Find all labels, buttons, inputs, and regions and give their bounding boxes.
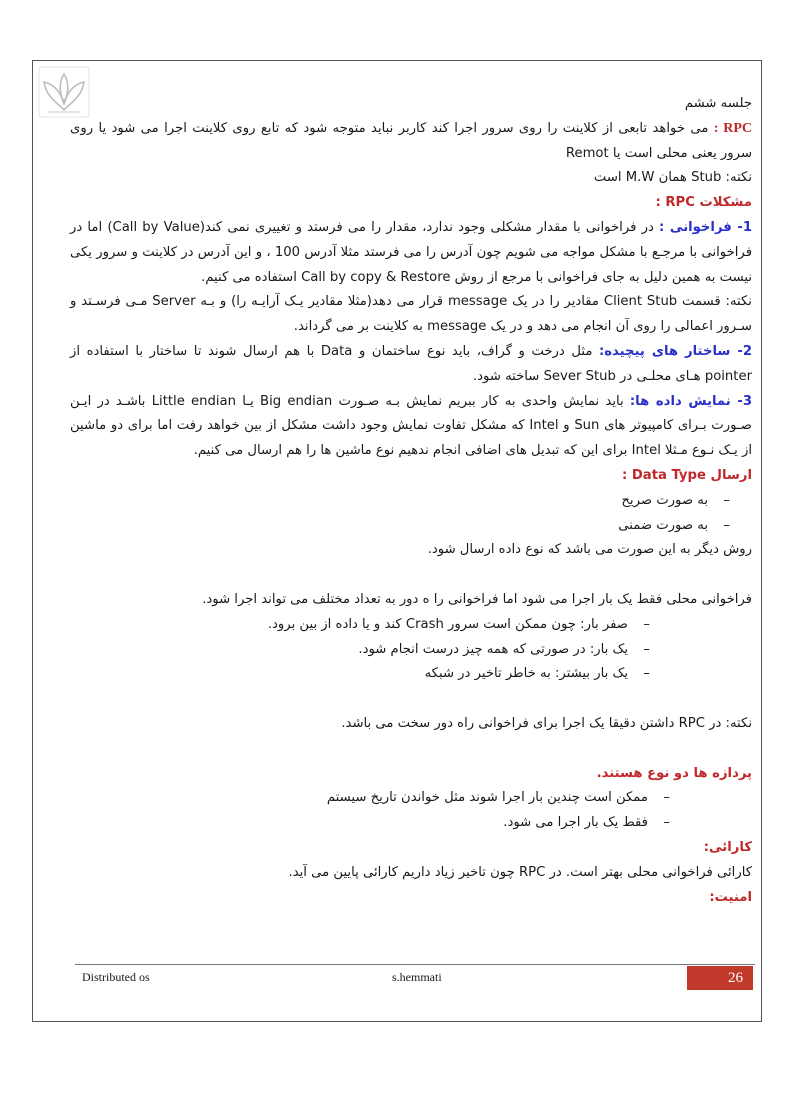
item-3-label: 3- نمایش داده ها: [629,393,752,409]
note-client-stub: نکته: قسمت Client Stub مقادیر را در یک message قرار می دهد(مثلا مقادیر یـک آرایـه را) و بـه Server مـی فرسـتد و سـرور اعمالی را روی آن انجام می دهد و در یک message به کلاینت بر می گرداند. [70,294,752,335]
list-item: – فقط یک بار اجرا می شود. [70,811,692,836]
list-item: – صفر بار: چون ممکن است سرور Crash کند و یا داده از بین برود. [70,613,672,638]
list-item: – به صورت ضمنی [70,514,752,539]
local-list [70,613,752,687]
item-1 [70,216,752,290]
process-title: پردازه ها دو نوع هستند. [596,765,752,781]
item-2-text: مثل درخت و گراف، باید نوع ساختمان و Data با هم ارسال شوند تا ساختار با استفاده از pointer هـای محلـی در Sever Stub ساخته شود. [70,343,752,384]
list-item: – ممکن است چندین بار اجرا شوند مثل خواندن تاریخ سیستم [70,786,692,811]
footer-divider [75,964,755,965]
footer-course: Distributed os [82,970,150,984]
page-content [70,92,752,910]
rpc-text: می خواهد تابعی از کلاینت را روی سرور اجرا کند کاربر نباید متوجه شود که تابع روی کلاینت اجرا می شود یا روی سرور یعنی محلی است یا Remot [70,120,752,161]
local-call: فراخوانی محلی فقط یک بار اجرا می شود اما فراخوانی را ه دور به تعداد مختلف می تواند اجرا شود. [202,591,752,607]
rpc-label: RPC : [713,120,752,136]
perf-text: کارائی فراخوانی محلی بهتر است. در RPC چون تاخیر زیاد داریم کارائی پایین می آید. [288,864,752,880]
page-heading: جلسه ششم [684,96,752,111]
send-list [70,489,752,539]
item-3 [70,390,752,464]
spacer [70,563,752,588]
spacer [70,737,752,762]
send-title: ارسال Data Type : [621,467,752,483]
item-2 [70,340,752,390]
process-list [70,786,752,836]
perf-title: کارائی: [703,839,752,855]
list-item: – یک بار بیشتر: به خاطر تاخیر در شبکه [70,662,672,687]
note-rpc: نکته: در RPC داشتن دقیقا یک اجرا برای فراخوانی راه دور سخت می باشد. [341,715,752,731]
item-3-text: باید نمایش واحدی به کار ببریم نمایش بـه صـورت Big endian یـا Little endian باشـد در ایـن صـورت بـرای کامپیوتر های Sun و Intel که مشکل تفاوت نمایش وجود داشت مشکل از بین خواهد رفت اما برای دو ماشین از یـک نـوع مـثلا Intel برای این که تبدیل های اضافی انجام ندهیم نوع ماشین ها را هم ارسال می کنیم. [70,393,752,459]
spacer [70,687,752,712]
list-item: – به صورت صریح [70,489,752,514]
item-1-label: 1- فراخوانی : [659,219,753,235]
list-item: – یک بار: در صورتی که همه چیز درست انجام شود. [70,638,672,663]
problems-title: مشکلات RPC : [655,195,752,211]
send-after: روش دیگر به این صورت می باشد که نوع داده ارسال شود. [427,542,752,558]
footer-author: s.hemmati [392,970,442,984]
rpc-paragraph [70,117,752,167]
item-1-text: در فراخوانی با مقدار مشکلی وجود ندارد، مقدار را می فرستد و تغییری نمی کند(Call by Value) اما در فراخوانی با مرجـع با مشکل مواجه می شویم چون آدرس را می فرستد مثلا آدرس 100 ، و این آدرس در کلاینت و سرور یکی نیست به همین دلیل به جای فراخوانی با مرجع از روش Call by copy & Restore استفاده می کنیم. [70,219,753,285]
item-2-label: 2- ساختار های پیچیده: [598,343,752,359]
page-number: 26 [687,966,753,990]
note-stub: نکته: Stub همان M.W است [593,170,752,186]
security-title: امنیت: [709,889,752,905]
